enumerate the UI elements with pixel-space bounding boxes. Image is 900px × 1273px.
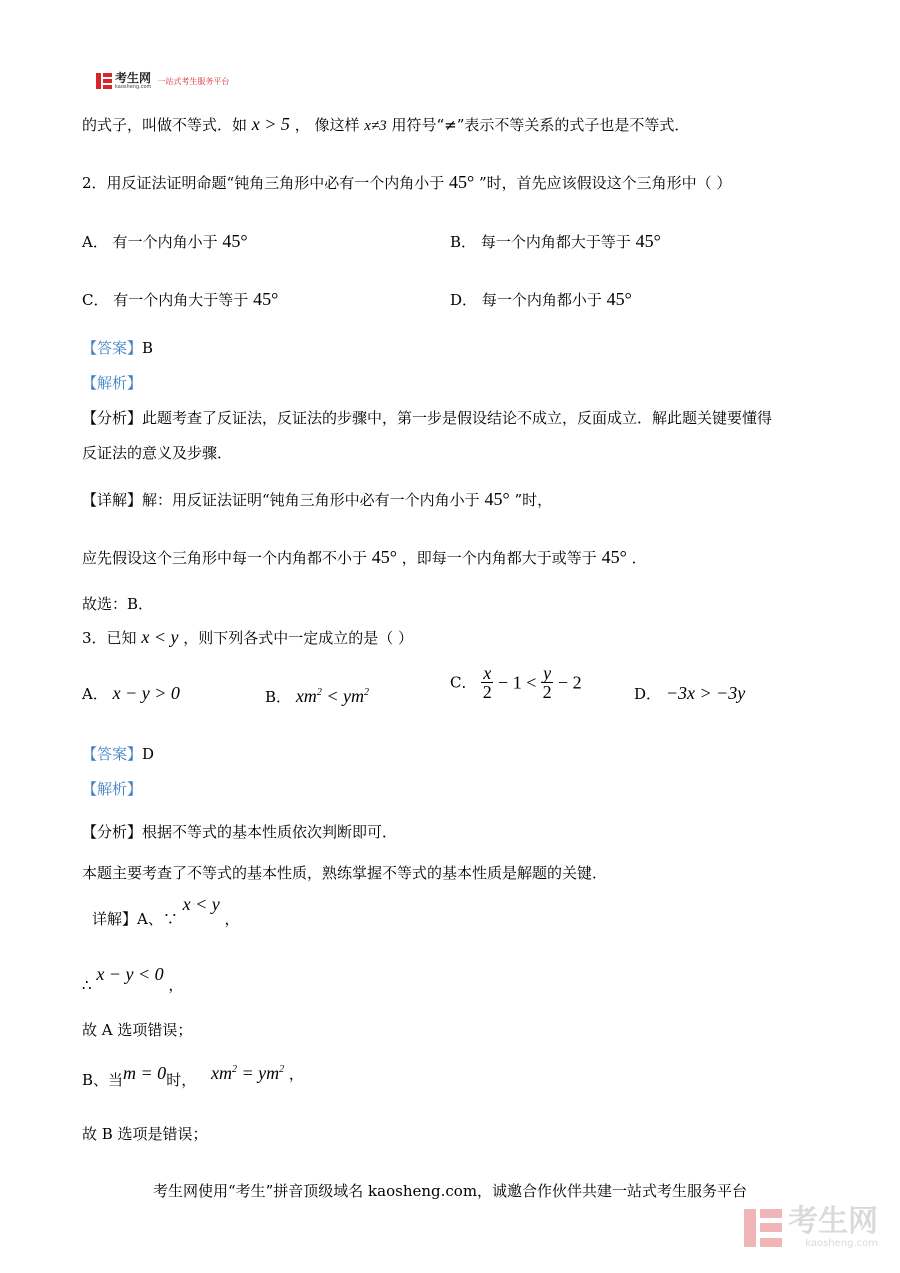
q2-option-d: D． 每一个内角都小于 45° <box>450 289 632 309</box>
q3-option-a: A． x − y > 0 <box>82 683 180 703</box>
fraction-x-over-2: $\frac{x}{2}$ <box>482 663 492 702</box>
q3-stem: 3．已知 x < y ，则下列各式中一定成立的是（ ） <box>82 627 414 647</box>
fraction-y-over-2: $\frac{y}{2}$ <box>542 663 552 702</box>
header-slogan: 一站式考生服务平台 <box>157 76 230 86</box>
q3-therefore: ∴ x − y < 0 ， <box>82 964 184 994</box>
q3-option-b: B． $xm^2 < ym^2$ <box>265 686 369 706</box>
watermark-domain: kaosheng.com <box>805 1238 878 1249</box>
logo-name: 考生网 <box>115 71 152 85</box>
q2-choose: 故选：B． <box>82 595 154 613</box>
q2-fenxi-line1: 【分析】此题考查了反证法，反证法的步骤中，第一步是假设结论不成立，反面成立．解此题关键要懂得 <box>82 409 773 427</box>
q3-summary: 本题主要考查了不等式的基本性质，熟练掌握不等式的基本性质是解题的关键． <box>82 864 608 882</box>
intro-line: 的式子，叫做不等式．如 x > 5 ， 像这样 x≠3 用符号“≠”表示不等关系的式子也是不等式． <box>82 114 690 134</box>
header-logo <box>96 72 229 90</box>
q2-analysis-tag: 【解析】 <box>82 374 143 392</box>
footer-text: 考生网使用“考生”拼音顶级域名 kaosheng.com，诚邀合作伙伴共建一站式考生服务平台 <box>152 1182 748 1200</box>
q2-fenxi-line2: 反证法的意义及步骤． <box>82 444 233 462</box>
q2-option-b: B． 每一个内角都大于等于 45° <box>450 231 661 251</box>
q3-wrong-b: 故 B 选项是错误； <box>82 1125 208 1143</box>
answer-tag: 【答案】 <box>82 339 143 357</box>
q3-detail-b: B、当m = 0时， $xm^2 = ym^2$ ， <box>82 1063 304 1089</box>
math-x-gt-5: x > 5 <box>251 114 290 134</box>
q2-stem: 2．用反证法证明命题“钝角三角形中必有一个内角小于 45° ”时，首先应该假设这个三角形中（ ） <box>82 172 732 192</box>
q2-detail-line2: 应先假设这个三角形中每一个内角都不小于 45° ，即每一个内角都大于或等于 45° ． <box>82 547 647 567</box>
q3-wrong-a: 故 A 选项错误； <box>82 1021 193 1039</box>
q2-option-c: C． 有一个内角大于等于 45° <box>82 289 279 309</box>
watermark-logo-icon <box>744 1209 782 1247</box>
logo-domain: kaosheng.com <box>115 84 152 90</box>
math-x-neq-3: x≠3 <box>364 118 387 134</box>
degree-value: 45° <box>449 172 475 192</box>
q2-option-a: A． 有一个内角小于 45° <box>82 231 248 251</box>
footer-watermark <box>744 1206 878 1249</box>
q2-answer <box>82 338 153 358</box>
q2-detail-line1: 【详解】解：用反证法证明“钝角三角形中必有一个内角小于 45° ”时， <box>82 489 553 509</box>
answer-value: B <box>142 339 154 357</box>
q3-answer: 【答案】D <box>82 745 155 763</box>
q3-detail-a: 详解】A、∵ x < y ， <box>92 894 240 928</box>
q3-analysis-tag: 【解析】 <box>82 780 143 798</box>
q3-option-c: C． $\frac{x}{2}$ − 1 < $\frac{y}{2}$ − 2 <box>450 663 582 702</box>
watermark-name: 考生网 <box>788 1204 878 1239</box>
q3-fenxi: 【分析】根据不等式的基本性质依次判断即可． <box>82 823 398 841</box>
logo-icon <box>96 73 112 89</box>
q3-option-d: D． −3x > −3y <box>634 683 746 703</box>
